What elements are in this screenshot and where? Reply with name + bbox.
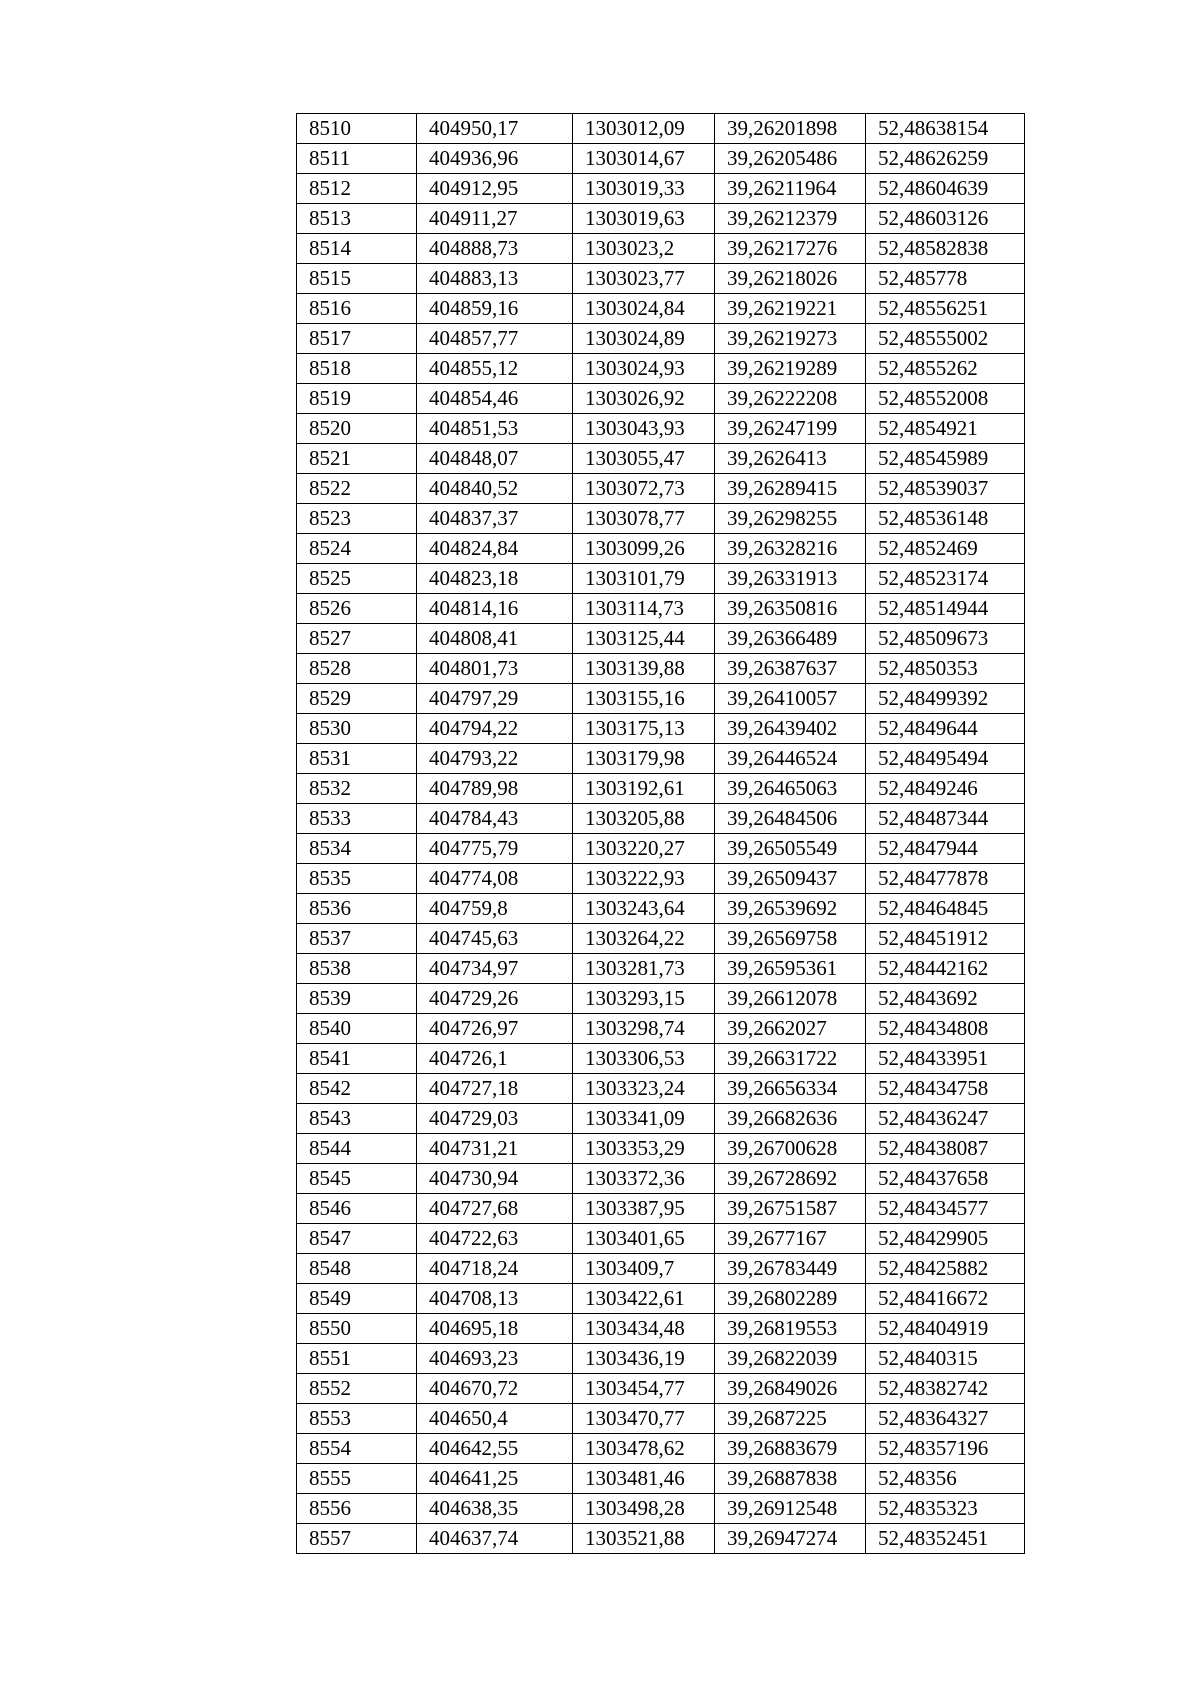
point-number-cell: 8556 xyxy=(297,1494,417,1524)
table-row xyxy=(297,804,1025,834)
table-row xyxy=(297,984,1025,1014)
x-coordinate-cell: 404708,13 xyxy=(417,1284,573,1314)
latitude-cell: 52,48552008 xyxy=(866,384,1025,414)
longitude-cell: 39,26883679 xyxy=(715,1434,866,1464)
latitude-cell: 52,48356 xyxy=(866,1464,1025,1494)
latitude-cell: 52,48556251 xyxy=(866,294,1025,324)
x-coordinate-cell: 404726,97 xyxy=(417,1014,573,1044)
latitude-cell: 52,48626259 xyxy=(866,144,1025,174)
longitude-cell: 39,26595361 xyxy=(715,954,866,984)
latitude-cell: 52,48352451 xyxy=(866,1524,1025,1554)
latitude-cell: 52,48603126 xyxy=(866,204,1025,234)
table-row xyxy=(297,1284,1025,1314)
y-coordinate-cell: 1303114,73 xyxy=(573,594,715,624)
table-row xyxy=(297,414,1025,444)
y-coordinate-cell: 1303205,88 xyxy=(573,804,715,834)
point-number-cell: 8538 xyxy=(297,954,417,984)
x-coordinate-cell: 404642,55 xyxy=(417,1434,573,1464)
y-coordinate-cell: 1303436,19 xyxy=(573,1344,715,1374)
longitude-cell: 39,26802289 xyxy=(715,1284,866,1314)
point-number-cell: 8513 xyxy=(297,204,417,234)
latitude-cell: 52,4847944 xyxy=(866,834,1025,864)
x-coordinate-cell: 404823,18 xyxy=(417,564,573,594)
point-number-cell: 8540 xyxy=(297,1014,417,1044)
longitude-cell: 39,26783449 xyxy=(715,1254,866,1284)
longitude-cell: 39,26887838 xyxy=(715,1464,866,1494)
longitude-cell: 39,26222208 xyxy=(715,384,866,414)
table-row xyxy=(297,714,1025,744)
table-row xyxy=(297,1224,1025,1254)
latitude-cell: 52,48536148 xyxy=(866,504,1025,534)
x-coordinate-cell: 404793,22 xyxy=(417,744,573,774)
table-row xyxy=(297,1044,1025,1074)
y-coordinate-cell: 1303023,77 xyxy=(573,264,715,294)
point-number-cell: 8527 xyxy=(297,624,417,654)
y-coordinate-cell: 1303281,73 xyxy=(573,954,715,984)
table-row xyxy=(297,1104,1025,1134)
table-row xyxy=(297,114,1025,144)
y-coordinate-cell: 1303012,09 xyxy=(573,114,715,144)
y-coordinate-cell: 1303055,47 xyxy=(573,444,715,474)
table-row xyxy=(297,1014,1025,1044)
longitude-cell: 39,26700628 xyxy=(715,1134,866,1164)
y-coordinate-cell: 1303024,89 xyxy=(573,324,715,354)
latitude-cell: 52,48425882 xyxy=(866,1254,1025,1284)
longitude-cell: 39,26509437 xyxy=(715,864,866,894)
latitude-cell: 52,48464845 xyxy=(866,894,1025,924)
longitude-cell: 39,26539692 xyxy=(715,894,866,924)
y-coordinate-cell: 1303434,48 xyxy=(573,1314,715,1344)
latitude-cell: 52,48514944 xyxy=(866,594,1025,624)
x-coordinate-cell: 404808,41 xyxy=(417,624,573,654)
latitude-cell: 52,48604639 xyxy=(866,174,1025,204)
table-row xyxy=(297,324,1025,354)
y-coordinate-cell: 1303023,2 xyxy=(573,234,715,264)
table-row xyxy=(297,954,1025,984)
point-number-cell: 8523 xyxy=(297,504,417,534)
point-number-cell: 8553 xyxy=(297,1404,417,1434)
latitude-cell: 52,48438087 xyxy=(866,1134,1025,1164)
y-coordinate-cell: 1303192,61 xyxy=(573,774,715,804)
table-row xyxy=(297,234,1025,264)
latitude-cell: 52,48451912 xyxy=(866,924,1025,954)
latitude-cell: 52,48495494 xyxy=(866,744,1025,774)
point-number-cell: 8543 xyxy=(297,1104,417,1134)
point-number-cell: 8529 xyxy=(297,684,417,714)
longitude-cell: 39,26366489 xyxy=(715,624,866,654)
latitude-cell: 52,48364327 xyxy=(866,1404,1025,1434)
longitude-cell: 39,26218026 xyxy=(715,264,866,294)
table-row xyxy=(297,564,1025,594)
point-number-cell: 8552 xyxy=(297,1374,417,1404)
x-coordinate-cell: 404912,95 xyxy=(417,174,573,204)
y-coordinate-cell: 1303139,88 xyxy=(573,654,715,684)
x-coordinate-cell: 404775,79 xyxy=(417,834,573,864)
y-coordinate-cell: 1303521,88 xyxy=(573,1524,715,1554)
latitude-cell: 52,48436247 xyxy=(866,1104,1025,1134)
longitude-cell: 39,26656334 xyxy=(715,1074,866,1104)
table-row xyxy=(297,384,1025,414)
latitude-cell: 52,48477878 xyxy=(866,864,1025,894)
longitude-cell: 39,26219273 xyxy=(715,324,866,354)
table-row xyxy=(297,1134,1025,1164)
point-number-cell: 8518 xyxy=(297,354,417,384)
point-number-cell: 8514 xyxy=(297,234,417,264)
y-coordinate-cell: 1303498,28 xyxy=(573,1494,715,1524)
x-coordinate-cell: 404695,18 xyxy=(417,1314,573,1344)
latitude-cell: 52,48638154 xyxy=(866,114,1025,144)
point-number-cell: 8537 xyxy=(297,924,417,954)
longitude-cell: 39,26947274 xyxy=(715,1524,866,1554)
longitude-cell: 39,26219221 xyxy=(715,294,866,324)
y-coordinate-cell: 1303019,33 xyxy=(573,174,715,204)
point-number-cell: 8534 xyxy=(297,834,417,864)
latitude-cell: 52,48433951 xyxy=(866,1044,1025,1074)
point-number-cell: 8526 xyxy=(297,594,417,624)
longitude-cell: 39,2662027 xyxy=(715,1014,866,1044)
x-coordinate-cell: 404848,07 xyxy=(417,444,573,474)
latitude-cell: 52,4849644 xyxy=(866,714,1025,744)
point-number-cell: 8547 xyxy=(297,1224,417,1254)
longitude-cell: 39,26410057 xyxy=(715,684,866,714)
point-number-cell: 8541 xyxy=(297,1044,417,1074)
latitude-cell: 52,48555002 xyxy=(866,324,1025,354)
table-row xyxy=(297,654,1025,684)
x-coordinate-cell: 404745,63 xyxy=(417,924,573,954)
x-coordinate-cell: 404729,03 xyxy=(417,1104,573,1134)
x-coordinate-cell: 404784,43 xyxy=(417,804,573,834)
table-row xyxy=(297,1194,1025,1224)
table-row xyxy=(297,1074,1025,1104)
x-coordinate-cell: 404814,16 xyxy=(417,594,573,624)
longitude-cell: 39,26912548 xyxy=(715,1494,866,1524)
table-row xyxy=(297,1434,1025,1464)
y-coordinate-cell: 1303024,93 xyxy=(573,354,715,384)
y-coordinate-cell: 1303422,61 xyxy=(573,1284,715,1314)
x-coordinate-cell: 404638,35 xyxy=(417,1494,573,1524)
longitude-cell: 39,26289415 xyxy=(715,474,866,504)
x-coordinate-cell: 404637,74 xyxy=(417,1524,573,1554)
point-number-cell: 8557 xyxy=(297,1524,417,1554)
y-coordinate-cell: 1303125,44 xyxy=(573,624,715,654)
y-coordinate-cell: 1303372,36 xyxy=(573,1164,715,1194)
x-coordinate-cell: 404789,98 xyxy=(417,774,573,804)
table-row xyxy=(297,264,1025,294)
table-row xyxy=(297,294,1025,324)
longitude-cell: 39,26205486 xyxy=(715,144,866,174)
y-coordinate-cell: 1303155,16 xyxy=(573,684,715,714)
x-coordinate-cell: 404722,63 xyxy=(417,1224,573,1254)
table-row xyxy=(297,504,1025,534)
longitude-cell: 39,26751587 xyxy=(715,1194,866,1224)
table-row xyxy=(297,894,1025,924)
y-coordinate-cell: 1303293,15 xyxy=(573,984,715,1014)
point-number-cell: 8548 xyxy=(297,1254,417,1284)
point-number-cell: 8555 xyxy=(297,1464,417,1494)
point-number-cell: 8532 xyxy=(297,774,417,804)
point-number-cell: 8531 xyxy=(297,744,417,774)
x-coordinate-cell: 404801,73 xyxy=(417,654,573,684)
y-coordinate-cell: 1303101,79 xyxy=(573,564,715,594)
y-coordinate-cell: 1303026,92 xyxy=(573,384,715,414)
longitude-cell: 39,26212379 xyxy=(715,204,866,234)
y-coordinate-cell: 1303401,65 xyxy=(573,1224,715,1254)
point-number-cell: 8517 xyxy=(297,324,417,354)
x-coordinate-cell: 404730,94 xyxy=(417,1164,573,1194)
longitude-cell: 39,26465063 xyxy=(715,774,866,804)
point-number-cell: 8544 xyxy=(297,1134,417,1164)
latitude-cell: 52,48416672 xyxy=(866,1284,1025,1314)
point-number-cell: 8533 xyxy=(297,804,417,834)
point-number-cell: 8536 xyxy=(297,894,417,924)
longitude-cell: 39,26387637 xyxy=(715,654,866,684)
table-row xyxy=(297,444,1025,474)
point-number-cell: 8545 xyxy=(297,1164,417,1194)
longitude-cell: 39,26298255 xyxy=(715,504,866,534)
latitude-cell: 52,48545989 xyxy=(866,444,1025,474)
table-row xyxy=(297,1344,1025,1374)
x-coordinate-cell: 404693,23 xyxy=(417,1344,573,1374)
x-coordinate-cell: 404797,29 xyxy=(417,684,573,714)
point-number-cell: 8512 xyxy=(297,174,417,204)
longitude-cell: 39,26484506 xyxy=(715,804,866,834)
latitude-cell: 52,4855262 xyxy=(866,354,1025,384)
latitude-cell: 52,48357196 xyxy=(866,1434,1025,1464)
point-number-cell: 8519 xyxy=(297,384,417,414)
longitude-cell: 39,2687225 xyxy=(715,1404,866,1434)
longitude-cell: 39,2677167 xyxy=(715,1224,866,1254)
latitude-cell: 52,4852469 xyxy=(866,534,1025,564)
table-row xyxy=(297,864,1025,894)
point-number-cell: 8542 xyxy=(297,1074,417,1104)
table-row xyxy=(297,354,1025,384)
table-row xyxy=(297,1254,1025,1284)
longitude-cell: 39,26822039 xyxy=(715,1344,866,1374)
x-coordinate-cell: 404727,68 xyxy=(417,1194,573,1224)
y-coordinate-cell: 1303298,74 xyxy=(573,1014,715,1044)
x-coordinate-cell: 404950,17 xyxy=(417,114,573,144)
y-coordinate-cell: 1303014,67 xyxy=(573,144,715,174)
longitude-cell: 39,26219289 xyxy=(715,354,866,384)
y-coordinate-cell: 1303481,46 xyxy=(573,1464,715,1494)
point-number-cell: 8511 xyxy=(297,144,417,174)
latitude-cell: 52,4854921 xyxy=(866,414,1025,444)
x-coordinate-cell: 404936,96 xyxy=(417,144,573,174)
table-row xyxy=(297,144,1025,174)
latitude-cell: 52,48434808 xyxy=(866,1014,1025,1044)
latitude-cell: 52,48442162 xyxy=(866,954,1025,984)
point-number-cell: 8515 xyxy=(297,264,417,294)
point-number-cell: 8551 xyxy=(297,1344,417,1374)
table-row xyxy=(297,924,1025,954)
y-coordinate-cell: 1303099,26 xyxy=(573,534,715,564)
y-coordinate-cell: 1303470,77 xyxy=(573,1404,715,1434)
x-coordinate-cell: 404888,73 xyxy=(417,234,573,264)
longitude-cell: 39,26247199 xyxy=(715,414,866,444)
latitude-cell: 52,48509673 xyxy=(866,624,1025,654)
x-coordinate-cell: 404727,18 xyxy=(417,1074,573,1104)
point-number-cell: 8554 xyxy=(297,1434,417,1464)
longitude-cell: 39,26819553 xyxy=(715,1314,866,1344)
latitude-cell: 52,48404919 xyxy=(866,1314,1025,1344)
latitude-cell: 52,48434577 xyxy=(866,1194,1025,1224)
longitude-cell: 39,26331913 xyxy=(715,564,866,594)
latitude-cell: 52,48437658 xyxy=(866,1164,1025,1194)
longitude-cell: 39,26446524 xyxy=(715,744,866,774)
longitude-cell: 39,26217276 xyxy=(715,234,866,264)
point-number-cell: 8520 xyxy=(297,414,417,444)
latitude-cell: 52,485778 xyxy=(866,264,1025,294)
point-number-cell: 8516 xyxy=(297,294,417,324)
table-row xyxy=(297,1494,1025,1524)
table-row xyxy=(297,1374,1025,1404)
point-number-cell: 8539 xyxy=(297,984,417,1014)
y-coordinate-cell: 1303024,84 xyxy=(573,294,715,324)
point-number-cell: 8530 xyxy=(297,714,417,744)
point-number-cell: 8524 xyxy=(297,534,417,564)
y-coordinate-cell: 1303306,53 xyxy=(573,1044,715,1074)
point-number-cell: 8549 xyxy=(297,1284,417,1314)
table-row xyxy=(297,534,1025,564)
y-coordinate-cell: 1303353,29 xyxy=(573,1134,715,1164)
longitude-cell: 39,26631722 xyxy=(715,1044,866,1074)
longitude-cell: 39,26569758 xyxy=(715,924,866,954)
x-coordinate-cell: 404840,52 xyxy=(417,474,573,504)
x-coordinate-cell: 404883,13 xyxy=(417,264,573,294)
table-row xyxy=(297,1404,1025,1434)
latitude-cell: 52,48539037 xyxy=(866,474,1025,504)
coordinates-table-body xyxy=(297,114,1025,1554)
y-coordinate-cell: 1303043,93 xyxy=(573,414,715,444)
y-coordinate-cell: 1303243,64 xyxy=(573,894,715,924)
x-coordinate-cell: 404851,53 xyxy=(417,414,573,444)
x-coordinate-cell: 404857,77 xyxy=(417,324,573,354)
x-coordinate-cell: 404837,37 xyxy=(417,504,573,534)
y-coordinate-cell: 1303220,27 xyxy=(573,834,715,864)
y-coordinate-cell: 1303454,77 xyxy=(573,1374,715,1404)
point-number-cell: 8535 xyxy=(297,864,417,894)
point-number-cell: 8546 xyxy=(297,1194,417,1224)
longitude-cell: 39,26612078 xyxy=(715,984,866,1014)
longitude-cell: 39,26328216 xyxy=(715,534,866,564)
y-coordinate-cell: 1303478,62 xyxy=(573,1434,715,1464)
latitude-cell: 52,48487344 xyxy=(866,804,1025,834)
table-row xyxy=(297,474,1025,504)
longitude-cell: 39,26849026 xyxy=(715,1374,866,1404)
y-coordinate-cell: 1303409,7 xyxy=(573,1254,715,1284)
y-coordinate-cell: 1303072,73 xyxy=(573,474,715,504)
table-row xyxy=(297,1164,1025,1194)
longitude-cell: 39,26350816 xyxy=(715,594,866,624)
latitude-cell: 52,48429905 xyxy=(866,1224,1025,1254)
table-row xyxy=(297,684,1025,714)
table-row xyxy=(297,834,1025,864)
point-number-cell: 8550 xyxy=(297,1314,417,1344)
latitude-cell: 52,48499392 xyxy=(866,684,1025,714)
x-coordinate-cell: 404718,24 xyxy=(417,1254,573,1284)
x-coordinate-cell: 404859,16 xyxy=(417,294,573,324)
y-coordinate-cell: 1303175,13 xyxy=(573,714,715,744)
table-row xyxy=(297,624,1025,654)
x-coordinate-cell: 404824,84 xyxy=(417,534,573,564)
longitude-cell: 39,26211964 xyxy=(715,174,866,204)
table-row xyxy=(297,1314,1025,1344)
y-coordinate-cell: 1303264,22 xyxy=(573,924,715,954)
table-row xyxy=(297,174,1025,204)
latitude-cell: 52,4840315 xyxy=(866,1344,1025,1374)
table-row xyxy=(297,594,1025,624)
longitude-cell: 39,26439402 xyxy=(715,714,866,744)
x-coordinate-cell: 404855,12 xyxy=(417,354,573,384)
table-row xyxy=(297,774,1025,804)
y-coordinate-cell: 1303078,77 xyxy=(573,504,715,534)
y-coordinate-cell: 1303323,24 xyxy=(573,1074,715,1104)
latitude-cell: 52,4850353 xyxy=(866,654,1025,684)
latitude-cell: 52,48382742 xyxy=(866,1374,1025,1404)
longitude-cell: 39,26728692 xyxy=(715,1164,866,1194)
coordinates-table xyxy=(296,113,1025,1554)
x-coordinate-cell: 404726,1 xyxy=(417,1044,573,1074)
x-coordinate-cell: 404729,26 xyxy=(417,984,573,1014)
point-number-cell: 8525 xyxy=(297,564,417,594)
latitude-cell: 52,48434758 xyxy=(866,1074,1025,1104)
x-coordinate-cell: 404794,22 xyxy=(417,714,573,744)
longitude-cell: 39,2626413 xyxy=(715,444,866,474)
table-row xyxy=(297,204,1025,234)
table-row xyxy=(297,744,1025,774)
y-coordinate-cell: 1303387,95 xyxy=(573,1194,715,1224)
y-coordinate-cell: 1303341,09 xyxy=(573,1104,715,1134)
y-coordinate-cell: 1303222,93 xyxy=(573,864,715,894)
latitude-cell: 52,4849246 xyxy=(866,774,1025,804)
latitude-cell: 52,4843692 xyxy=(866,984,1025,1014)
x-coordinate-cell: 404670,72 xyxy=(417,1374,573,1404)
table-row xyxy=(297,1524,1025,1554)
longitude-cell: 39,26201898 xyxy=(715,114,866,144)
x-coordinate-cell: 404734,97 xyxy=(417,954,573,984)
latitude-cell: 52,48523174 xyxy=(866,564,1025,594)
x-coordinate-cell: 404650,4 xyxy=(417,1404,573,1434)
x-coordinate-cell: 404641,25 xyxy=(417,1464,573,1494)
x-coordinate-cell: 404911,27 xyxy=(417,204,573,234)
y-coordinate-cell: 1303019,63 xyxy=(573,204,715,234)
longitude-cell: 39,26682636 xyxy=(715,1104,866,1134)
x-coordinate-cell: 404774,08 xyxy=(417,864,573,894)
point-number-cell: 8528 xyxy=(297,654,417,684)
x-coordinate-cell: 404854,46 xyxy=(417,384,573,414)
y-coordinate-cell: 1303179,98 xyxy=(573,744,715,774)
point-number-cell: 8522 xyxy=(297,474,417,504)
point-number-cell: 8521 xyxy=(297,444,417,474)
latitude-cell: 52,48582838 xyxy=(866,234,1025,264)
point-number-cell: 8510 xyxy=(297,114,417,144)
x-coordinate-cell: 404759,8 xyxy=(417,894,573,924)
latitude-cell: 52,4835323 xyxy=(866,1494,1025,1524)
table-row xyxy=(297,1464,1025,1494)
x-coordinate-cell: 404731,21 xyxy=(417,1134,573,1164)
longitude-cell: 39,26505549 xyxy=(715,834,866,864)
